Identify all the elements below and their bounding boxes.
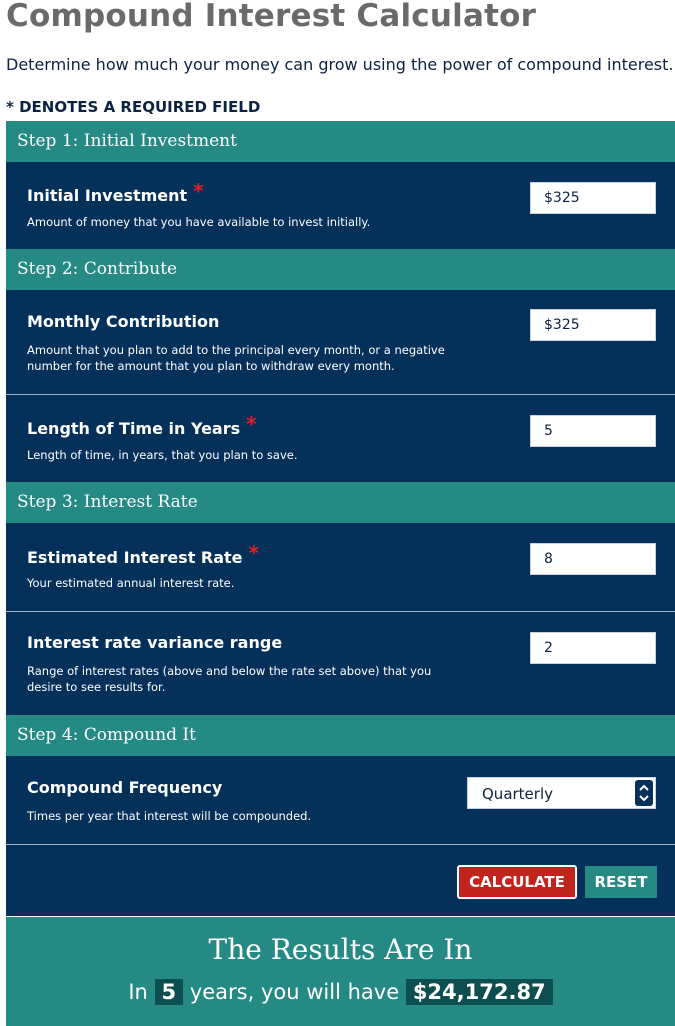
step-3-header: Step 3: Interest Rate (6, 482, 675, 523)
results-title: The Results Are In (208, 933, 473, 966)
results-years: 5 (155, 979, 184, 1005)
length-years-label-text: Length of Time in Years (27, 419, 241, 438)
variance-range-label: Interest rate variance range (27, 633, 283, 652)
step-4-header: Step 4: Compound It (6, 715, 675, 756)
monthly-contribution-row (6, 290, 675, 395)
results-panel (6, 917, 675, 1026)
monthly-contribution-label: Monthly Contribution (27, 312, 220, 331)
required-star: * (246, 412, 257, 436)
initial-investment-row (6, 162, 675, 249)
initial-investment-help: Amount of money that you have available to invest initially. (27, 215, 371, 229)
compound-frequency-row (6, 756, 675, 845)
variance-range-input[interactable] (530, 632, 656, 664)
interest-rate-input[interactable] (530, 543, 656, 575)
results-amount: $24,172.87 (406, 979, 553, 1005)
interest-rate-label (27, 541, 259, 568)
length-years-label (27, 412, 257, 439)
variance-range-help: Range of interest rates (above and below the rate set above) that you desire to see results for. (27, 664, 432, 694)
compound-frequency-selected: Quarterly (482, 785, 553, 803)
initial-investment-input[interactable] (530, 182, 656, 214)
length-years-help: Length of time, in years, that you plan to save. (27, 448, 298, 462)
step-2-header: Step 2: Contribute (6, 249, 675, 290)
page-description: Determine how much your money can grow using the power of compound interest. (6, 55, 674, 74)
length-years-input[interactable] (530, 415, 656, 447)
monthly-contribution-help: Amount that you plan to add to the principal every month, or a negative number for the amount that you plan to withdraw every month. (27, 343, 445, 373)
monthly-contribution-input[interactable] (530, 309, 656, 341)
interest-rate-row (6, 523, 675, 612)
calculate-button[interactable]: CALCULATE (457, 865, 577, 899)
page-title: Compound Interest Calculator (6, 0, 537, 34)
results-prefix: In (128, 980, 148, 1004)
required-star: * (193, 179, 204, 203)
calculator-form (6, 121, 675, 916)
compound-frequency-select[interactable] (467, 777, 656, 809)
step-1-header: Step 1: Initial Investment (6, 121, 675, 162)
interest-rate-help: Your estimated annual interest rate. (27, 576, 235, 590)
initial-investment-label-text: Initial Investment (27, 186, 188, 205)
results-middle: years, you will have (189, 980, 400, 1004)
reset-button[interactable]: RESET (585, 866, 657, 898)
required-field-note: * DENOTES A REQUIRED FIELD (6, 98, 261, 116)
length-years-row (6, 395, 675, 482)
actions-row (6, 845, 675, 916)
compound-frequency-label: Compound Frequency (27, 778, 223, 797)
chevron-up-down-icon (635, 780, 653, 806)
required-star: * (248, 541, 259, 565)
compound-frequency-help: Times per year that interest will be compounded. (27, 809, 312, 823)
interest-rate-label-text: Estimated Interest Rate (27, 548, 243, 567)
variance-range-row (6, 612, 675, 715)
results-summary (6, 980, 675, 1004)
initial-investment-label (27, 179, 204, 206)
